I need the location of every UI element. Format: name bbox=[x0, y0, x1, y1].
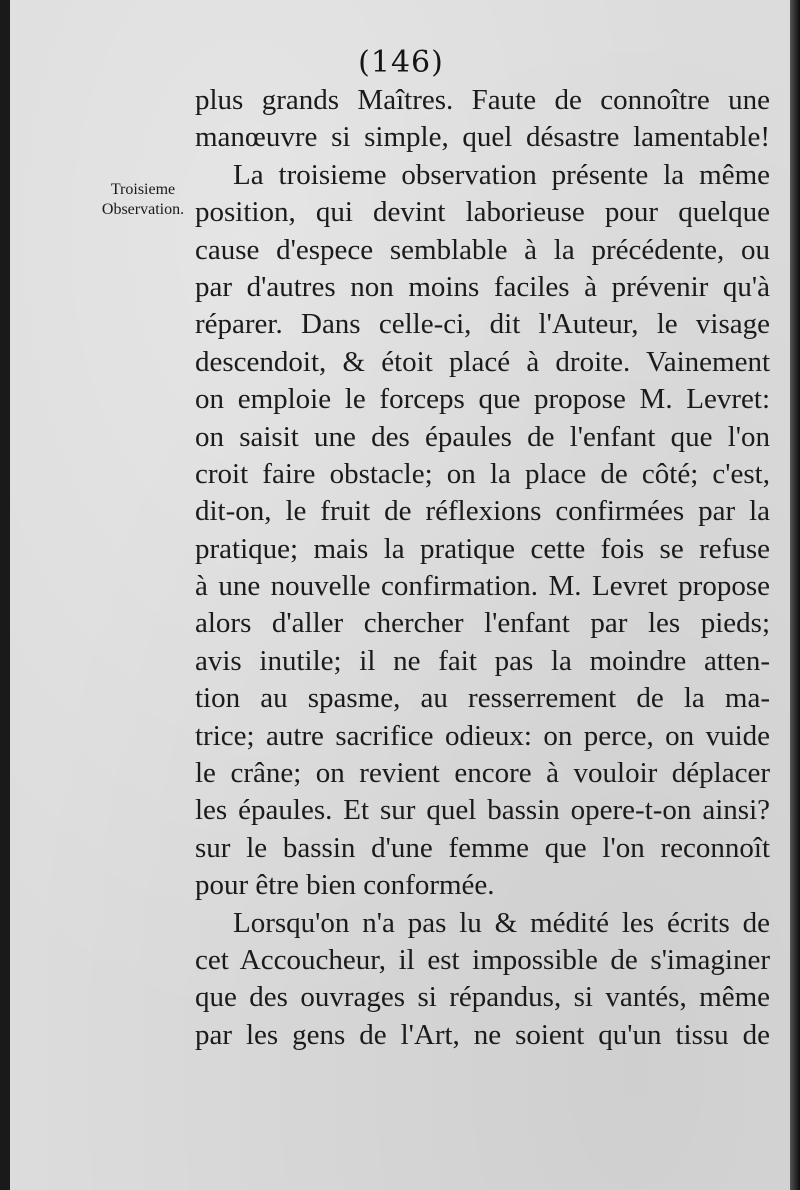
text-line: manœuvre si simple, quel désastre lamentable! bbox=[195, 121, 770, 154]
book-page bbox=[10, 0, 792, 1190]
text-line: par les gens de l'Art, ne soient qu'un tissu de bbox=[195, 1018, 770, 1051]
text-line: pratique; mais la pratique cette fois se refuse bbox=[195, 532, 770, 565]
text-line: sur le bassin d'une femme que l'on reconnoît bbox=[195, 831, 770, 864]
margin-note-line: Troisieme bbox=[110, 181, 176, 198]
text-line: La troisieme observation présente la même bbox=[233, 158, 770, 191]
page-edge-shadow bbox=[790, 0, 800, 1190]
text-line: position, qui devint laborieuse pour quelque bbox=[195, 196, 770, 229]
text-line: avis inutile; il ne fait pas la moindre atten- bbox=[195, 644, 770, 677]
text-line: cause d'espece semblable à la précédente, ou bbox=[195, 233, 770, 266]
text-line: dit-on, le fruit de réflexions confirmées par la bbox=[195, 495, 770, 528]
text-line: descendoit, & étoit placé à droite. Vainement bbox=[195, 345, 770, 378]
text-line: réparer. Dans celle-ci, dit l'Auteur, le visage bbox=[195, 308, 770, 341]
text-line: alors d'aller chercher l'enfant par les pieds; bbox=[195, 607, 770, 640]
body-text bbox=[195, 82, 770, 1054]
text-line: plus grands Maîtres. Faute de connoître une bbox=[195, 84, 770, 116]
text-line: pour être bien conformée. bbox=[195, 869, 495, 902]
margin-note-line: Observation. bbox=[101, 201, 185, 218]
text-line: les épaules. Et sur quel bassin opere-t-on ainsi? bbox=[195, 794, 770, 827]
text-line: que des ouvrages si répandus, si vantés, même bbox=[195, 981, 770, 1014]
text-line: trice; autre sacrifice odieux: on perce, on vuide bbox=[195, 719, 770, 752]
text-line: le crâne; on revient encore à vouloir déplacer bbox=[195, 757, 770, 790]
text-line: croit faire obstacle; on la place de côté; c'est, bbox=[195, 457, 770, 490]
page-number: (146) bbox=[358, 45, 444, 80]
text-line: Lorsqu'on n'a pas lu & médité les écrits de bbox=[233, 906, 770, 939]
text-line: on emploie le forceps que propose M. Levret: bbox=[195, 383, 770, 416]
text-line: on saisit une des épaules de l'enfant que l'on bbox=[195, 420, 770, 453]
text-line: tion au spasme, au resserrement de la ma- bbox=[195, 682, 770, 715]
text-line: à une nouvelle confirmation. M. Levret propose bbox=[195, 570, 770, 603]
text-line: cet Accoucheur, il est impossible de s'imaginer bbox=[195, 943, 770, 976]
margin-note bbox=[88, 180, 198, 220]
text-line: par d'autres non moins faciles à prévenir qu'à bbox=[195, 270, 770, 303]
